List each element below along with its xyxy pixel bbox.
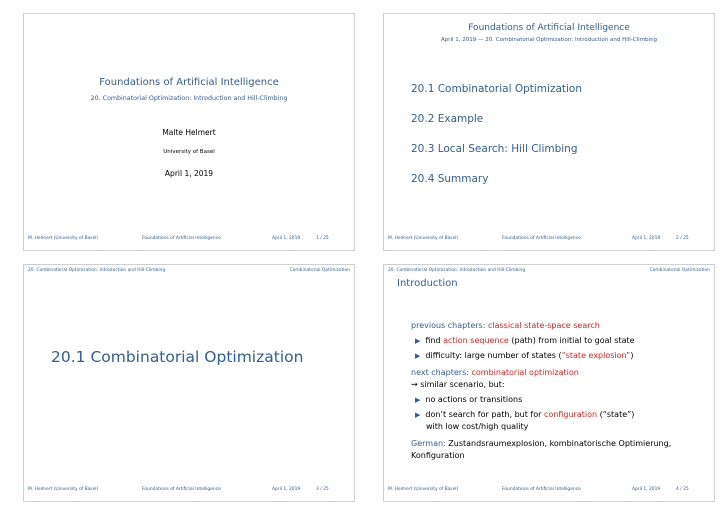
- next-label: next chapters:: [411, 368, 469, 377]
- german-line-2: Konfiguration: [411, 451, 465, 460]
- slide3-header-left: 20. Combinatorial Optimization: Introduction and Hill-Climbing: [28, 268, 166, 273]
- b1-post: (path) from initial to goal state: [511, 336, 635, 345]
- bullet-3: [415, 395, 522, 404]
- bullet-triangle-icon: ▶: [415, 396, 421, 404]
- slide1-institute: University of Basel: [163, 149, 215, 155]
- slide4-header-right: Combinatorial Optimization: [649, 268, 710, 273]
- footer-date: April 1, 2019: [632, 487, 661, 492]
- toc-item-3[interactable]: 20.3 Local Search: Hill Climbing: [411, 143, 578, 155]
- german-line-1: [411, 439, 671, 448]
- footer-author: M. Helmert (University of Basel): [28, 487, 99, 492]
- slide-toc: [383, 13, 715, 251]
- bullet-2: [415, 351, 633, 360]
- prev-chapters-line: [411, 321, 600, 330]
- bullet-triangle-icon: ▶: [415, 352, 421, 360]
- footer-author: M. Helmert (University of Basel): [28, 236, 99, 241]
- prev-label: previous chapters:: [411, 321, 486, 330]
- slide1-subtitle: 20. Combinatorial Optimization: Introduction and Hill-Climbing: [90, 95, 288, 102]
- section-title: 20.1 Combinatorial Optimization: [51, 348, 304, 366]
- b4-post: (“state”): [599, 410, 635, 419]
- bullet-4-continued: with low cost/high quality: [426, 422, 529, 431]
- b2-red: “state explosion”: [561, 351, 631, 360]
- footer-date: April 1, 2019: [272, 236, 301, 241]
- b3-text: no actions or transitions: [425, 395, 523, 404]
- slide2-footer: [384, 236, 714, 244]
- slide3-header-right: Combinatorial Optimization: [289, 268, 350, 273]
- footer-course: Foundations of Artificial Intelligence: [142, 487, 221, 492]
- similar-scenario: ⇝ similar scenario, but:: [411, 380, 505, 389]
- toc-item-4[interactable]: 20.4 Summary: [411, 173, 489, 185]
- footer-page: 1 / 25: [316, 236, 329, 241]
- bullet-1: [415, 336, 635, 345]
- b1-pre: find: [425, 336, 441, 345]
- toc-item-2[interactable]: 20.2 Example: [411, 113, 484, 125]
- slide-introduction: [383, 264, 715, 502]
- slide1-author: Malte Helmert: [162, 128, 216, 137]
- b2-pre: difficulty: large number of states (: [425, 351, 562, 360]
- bullet-triangle-icon: ▶: [415, 411, 421, 419]
- slide-title: [23, 13, 355, 251]
- footer-author: M. Helmert (University of Basel): [388, 487, 459, 492]
- slide4-header-left: 20. Combinatorial Optimization: Introduction and Hill-Climbing: [388, 268, 526, 273]
- footer-page: 2 / 25: [676, 236, 689, 241]
- footer-page: 3 / 25: [316, 487, 329, 492]
- next-value: combinatorial optimization: [471, 368, 579, 377]
- slide2-subtitle: April 1, 2019 — 20. Combinatorial Optimization: Introduction and Hill-Climbing: [440, 37, 658, 43]
- slide1-date: April 1, 2019: [164, 169, 214, 178]
- german-text-1: Zustandsraumexplosion, kombinatorische Optimierung,: [448, 439, 672, 448]
- footer-page: 4 / 25: [676, 487, 689, 492]
- footer-course: Foundations of Artificial Intelligence: [502, 487, 581, 492]
- b4-pre: don’t search for path, but for: [425, 410, 542, 419]
- slide1-title: Foundations of Artificial Intelligence: [99, 77, 279, 88]
- slide-section: [23, 264, 355, 502]
- next-chapters-line: [411, 368, 579, 377]
- b4-red: configuration: [543, 410, 598, 419]
- frame-title: Introduction: [397, 278, 458, 289]
- slide3-footer: [24, 487, 354, 495]
- b2-post: ): [630, 351, 634, 360]
- footer-course: Foundations of Artificial Intelligence: [502, 236, 581, 241]
- bullet-triangle-icon: ▶: [415, 337, 421, 345]
- toc-item-1[interactable]: 20.1 Combinatorial Optimization: [411, 83, 583, 95]
- b1-red: action sequence: [443, 336, 509, 345]
- bullet-4: [415, 410, 634, 419]
- footer-date: April 1, 2019: [272, 487, 301, 492]
- footer-course: Foundations of Artificial Intelligence: [142, 236, 221, 241]
- german-label: German:: [411, 439, 446, 448]
- slide1-footer: [24, 236, 354, 244]
- slide4-footer: [384, 487, 714, 495]
- footer-author: M. Helmert (University of Basel): [388, 236, 459, 241]
- footer-date: April 1, 2019: [632, 236, 661, 241]
- slide2-title: Foundations of Artificial Intelligence: [468, 23, 630, 33]
- prev-value: classical state-space search: [487, 321, 600, 330]
